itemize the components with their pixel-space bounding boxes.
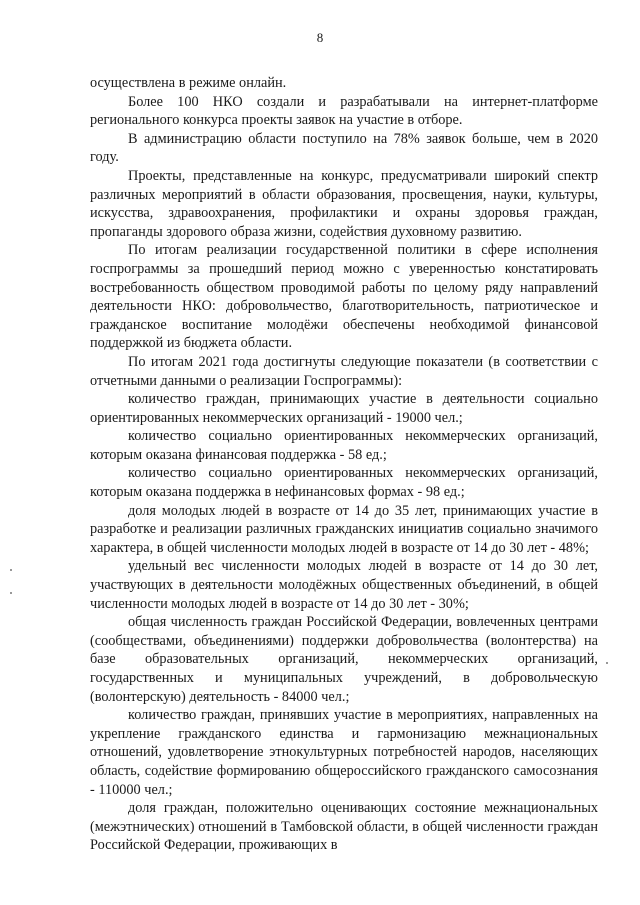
scan-speck <box>606 662 608 664</box>
list-item: удельный вес численности молодых людей в возрасте от 14 до 30 лет, участвующих в деятельности молодёжных общественных объединений, в общей численности молодых людей в возрасте от 14 до 30 лет - 30%; <box>90 558 598 612</box>
page-number: 8 <box>316 30 324 45</box>
list-item: доля молодых людей в возрасте от 14 до 35 лет, принимающих участие в разработке и реализации различных гражданских инициатив социально значимого характера, в общей численности молодых людей в возрасте от 14 до 30 лет - 48%; <box>90 502 598 556</box>
list-item: количество социально ориентированных некоммерческих организаций, которым оказана финансовая поддержка - 58 ед.; <box>90 428 598 463</box>
paragraph: Проекты, представленные на конкурс, предусматривали широкий спектр различных мероприятий в области образования, просвещения, науки, культуры, искусства, здравоохранения, профилактики и охраны здоровья граждан, пропаганды здорового образа жизни, содействия духовному развитию. <box>90 167 598 240</box>
list-item: количество социально ориентированных некоммерческих организаций, которым оказана поддержка в нефинансовых формах - 98 ед.; <box>90 465 598 501</box>
list-item: общая численность граждан Российской Федерации, вовлеченных центрами (сообществами, объединениями) поддержки добровольчества (волонтерства) на базе образовательных организаций, некоммерческих организаций, государственных и муниципальных учреждений, в добровольческую (волонтерскую) деятельность - 84000 чел.; <box>90 614 598 705</box>
paragraph: По итогам 2021 года достигнуты следующие показатели (в соответствии с отчетными данными о реализации Госпрограммы): <box>90 353 598 389</box>
scan-speck <box>10 592 12 594</box>
scan-speck <box>10 569 12 571</box>
list-item: количество граждан, принявших участие в мероприятиях, направленных на укрепление гражданского единства и гармонизацию межнациональных отношений, удовлетворение этнокультурных потребностей народов, населяющих область, содействие формированию общероссийского гражданского самосознания - 110000 чел.; <box>90 707 598 798</box>
list-item: количество граждан, принимающих участие в деятельности социально ориентированных некоммерческих организаций - 19000 чел.; <box>90 391 598 426</box>
document-body <box>90 74 598 855</box>
paragraph: Более 100 НКО создали и разрабатывали на интернет-платформе регионального конкурса проекты заявок на участие в отборе. <box>90 93 598 129</box>
paragraph: осуществлена в режиме онлайн. <box>90 75 287 91</box>
list-item: доля граждан, положительно оценивающих состояние межнациональных (межэтнических) отношений в Тамбовской области, в общей численности граждан Российской Федерации, проживающих в <box>90 800 598 854</box>
paragraph: По итогам реализации государственной политики в сфере исполнения госпрограммы за прошедший период можно с уверенностью констатировать востребованность обществом проводимой работы по целому ряду направлений деятельности НКО: добровольчество, благотворительность, патриотическое и гражданское воспитание молодёжи обеспечены необходимой финансовой поддержкой из бюджета области. <box>90 242 598 352</box>
paragraph: В администрацию области поступило на 78% заявок больше, чем в 2020 году. <box>90 130 598 166</box>
